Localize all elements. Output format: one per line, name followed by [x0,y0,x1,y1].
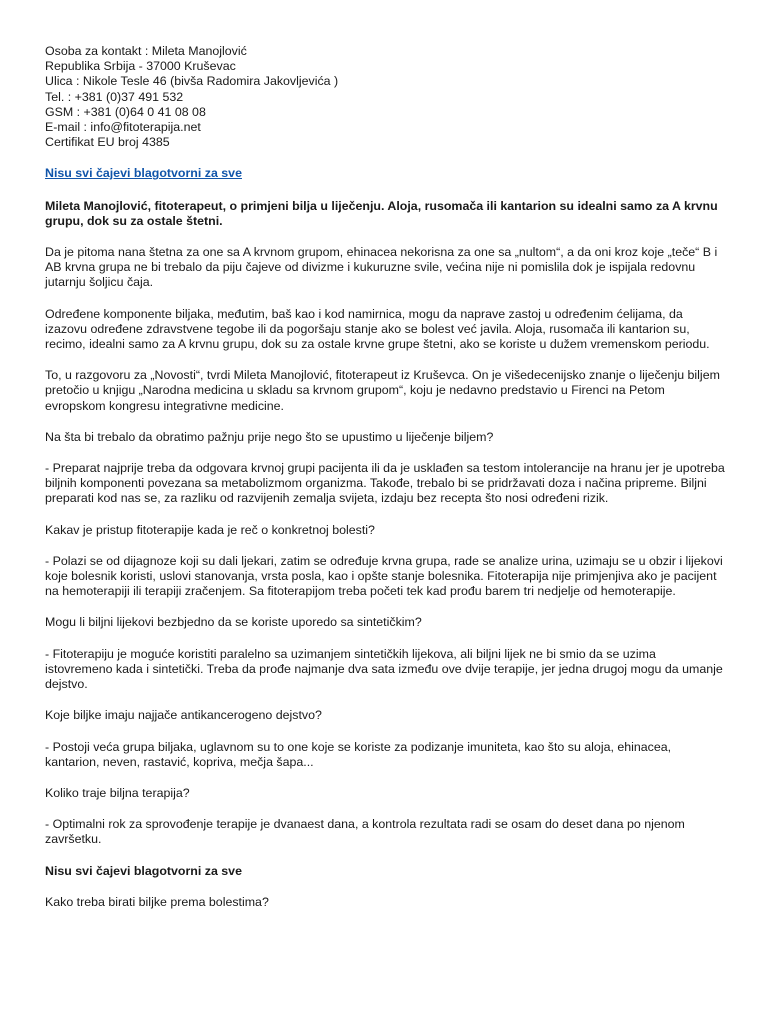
contact-phone: Tel. : +381 (0)37 491 532 [45,89,184,104]
document-content [45,44,725,910]
article-title-link[interactable]: Nisu svi čajevi blagotvorni za sve [45,166,242,181]
question-synthetic: Mogu li biljni lijekovi bezbjedno da se koriste uporedo sa sintetičkim? [45,615,422,630]
answer-synthetic: - Fitoterapiju je moguće koristiti paralelno sa uzimanjem sintetičkih lijekova, ali biljni lijek ne bi smio da se uzima istovremeno kada i sintetički. Treba da prođe najmanje dva sata između ove dvije terapije, jer jedna drugoj mogu da umanje dejstvo. [45,646,723,692]
question-choosing: Kako treba birati biljke prema bolestima? [45,894,269,909]
answer-approach: - Polazi se od dijagnoze koji su dali ljekari, zatim se određuje krvna grupa, rade se analize urina, uzimaju se u obzir i lijekovi koje bolesnik koristi, uslovi stanovanja, vrsta posla, kao i opšte stanje bolesnika. Fitoterapija nije primjenjiva ako je pacijent na hemoterapiji ili terapiji zračenjem. Sa fitoterapijom treba početi tek kad prođu barem tri nedjelje od hemoterapije. [45,553,723,599]
contact-country-city: Republika Srbija - 37000 Kruševac [45,59,236,74]
question-attention: Na šta bi trebalo da obratimo pažnju prije nego što se upustimo u liječenje biljem? [45,429,494,444]
answer-duration: - Optimalni rok za sprovođenje terapije je dvanaest dana, a kontrola rezultata radi se osam do deset dana po njenom završetku. [45,817,685,847]
question-approach: Kakav je pristup fitoterapije kada je reč o konkretnoj bolesti? [45,522,375,537]
paragraph-intro: Da je pitoma nana štetna za one sa A krvnom grupom, ehinacea nekorisna za one sa „nultom“, a da oni kroz koje „teče“ B i AB krvna grupa ne bi trebalo da piju čajeve od divizme i kukuruzne svile, većina nije ni pomislila dok je ispijala redovnu jutarnju šoljicu čaja. [45,245,718,290]
question-anticancer: Koje biljke imaju najjače antikancerogeno dejstvo? [45,708,322,723]
contact-street: Ulica : Nikole Tesle 46 (bivša Radomira Jakovljevića ) [45,74,339,89]
contact-block [45,44,725,150]
contact-certificate: Certifikat EU broj 4385 [45,135,170,150]
contact-gsm: GSM : +381 (0)64 0 41 08 08 [45,104,206,119]
section-title: Nisu svi čajevi blagotvorni za sve [45,863,242,878]
answer-anticancer: - Postoji veća grupa biljaka, uglavnom su to one koje se koriste za podizanje imuniteta, kao što su aloja, ehinacea, kantarion, neven, rastavić, kopriva, mečja šapa... [45,739,672,769]
contact-email: E-mail : info@fitoterapija.net [45,120,201,135]
question-duration: Koliko traje biljna terapija? [45,785,190,800]
article-lead: Mileta Manojlović, fitoterapeut, o primjeni bilja u liječenju. Aloja, rusomača ili kantarion su idealni samo za A krvnu grupu, dok su za ostale štetni. [45,198,718,228]
contact-person: Osoba za kontakt : Mileta Manojlović [45,44,247,58]
paragraph-components: Određene komponente biljaka, međutim, baš kao i kod namirnica, mogu da naprave zastoj u određenim ćelijama, da izazovu određene zdravstvene tegobe ili da pogoršaju stanje ako se bolest već javila. Aloja, rusomača ili kantarion su, recimo, idealni samo za A krvnu grupu, dok su za ostale krvne grupe štetni, ako se koriste u dužem vremenskom periodu. [45,306,710,352]
paragraph-interview: To, u razgovoru za „Novosti“, tvrdi Mileta Manojlović, fitoterapeut iz Kruševca. On je višedecenijsko znanje o liječenju biljem pretočio u knjigu „Narodna medicina u skladu sa krvnom grupom“, koju je nedavno predstavio u Firenci na Petom evropskom kongresu integrativne medicine. [45,368,720,413]
answer-attention: - Preparat najprije treba da odgovara krvnoj grupi pacijenta ili da je usklađen sa testom intolerancije na hranu jer je upotreba biljnih komponenti povezana sa metabolizmom organizma. Takođe, trebalo bi se pridržavati doza i načina pripreme. Biljni preparati kod nas se, za razliku od razvijenih zemalja svijeta, izdaju bez recepta što nosi određeni rizik. [45,461,725,506]
